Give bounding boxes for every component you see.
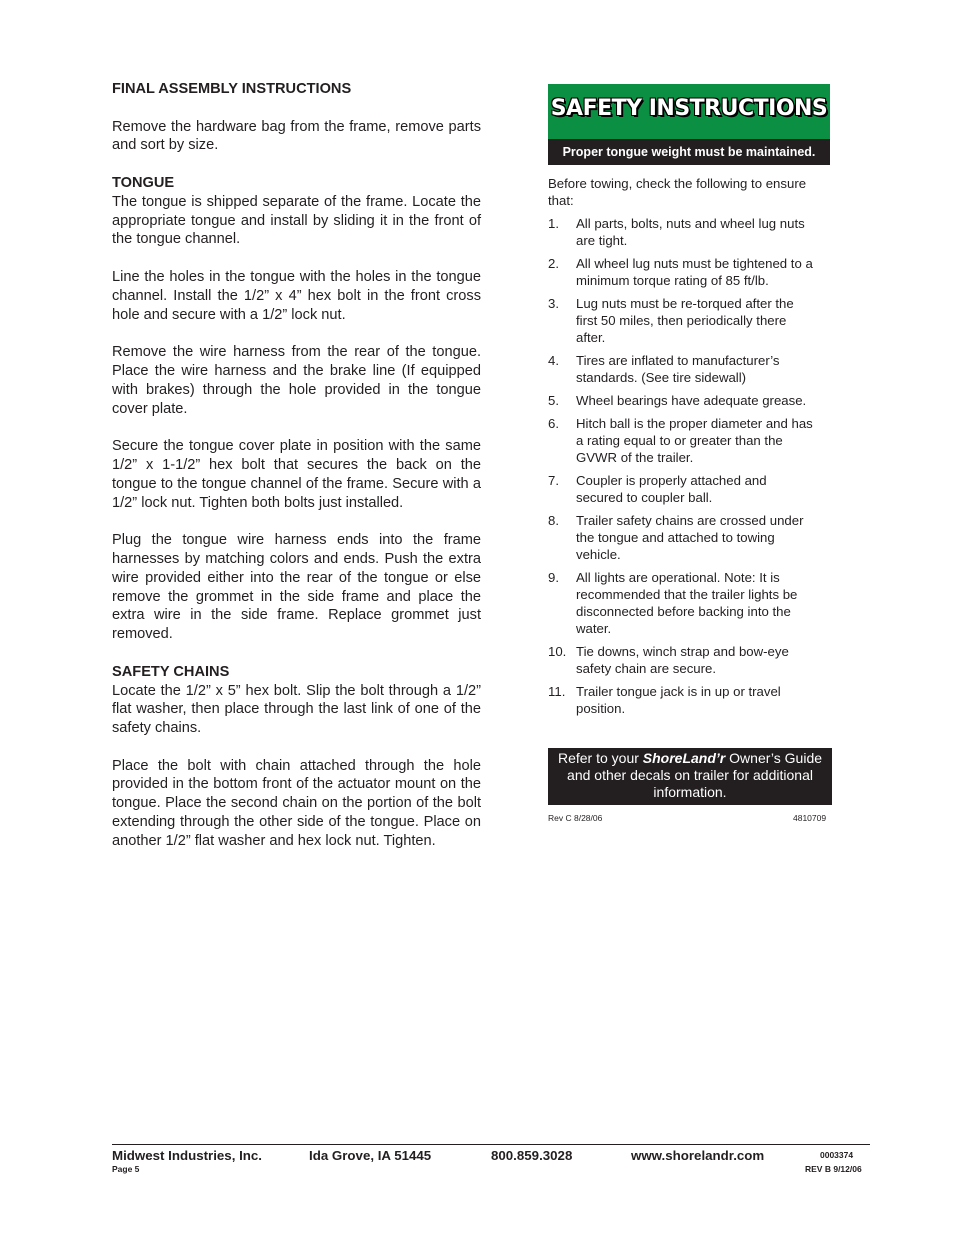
tongue-paragraph-2: Line the holes in the tongue with the holes in the tongue channel. Install the 1/2” x 4” hex bolt in the front cross hole and secure with a 1/2” lock nut. [112,268,481,323]
item-text: Trailer tongue jack is in up or travel position. [576,684,781,716]
item-number: 4. [548,353,559,368]
list-item [548,392,838,409]
footer-phone: 800.859.3028 [491,1148,573,1163]
item-text: Wheel bearings have adequate grease. [576,393,807,408]
item-text: Tie downs, winch strap and bow-eye safety chain are secure. [576,644,789,676]
item-number: 1. [548,216,559,231]
chains-paragraph-2: Place the bolt with chain attached through the hole provided in the bottom front of the actuator mount on the tongue. Place the second chain on the portion of the bolt extending through the other side of the tongue. Place on another 1/2” flat washer and hex lock nut. Tighten. [112,757,481,849]
decal-revision: Rev C 8/28/06 [548,813,603,823]
tongue-paragraph-1: The tongue is shipped separate of the frame. Locate the appropriate tongue and install by sliding it in the front of the tongue channel. [112,193,481,248]
tongue-paragraph-4: Secure the tongue cover plate in position with the same 1/2” x 1-1/2” hex bolt that secures the back on the tongue to the tongue channel of the frame. Secure with a 1/2” lock nut. Tighten both bolts just installed. [112,438,481,511]
item-text: Coupler is properly attached and secured to coupler ball. [576,473,767,505]
tongue-paragraph-3: Remove the wire harness from the rear of the tongue. Place the wire harness and the brake line (If equipped with brakes) through the hole provided in the tongue cover plate. [112,344,481,417]
safety-checklist [548,215,838,723]
checklist-intro: Before towing, check the following to ensure that: [548,176,807,208]
footer-website: www.shorelandr.com [631,1148,765,1163]
item-number: 8. [548,513,559,528]
brand-name: ShoreLand’r [642,750,726,766]
safety-subtitle: Proper tongue weight must be maintained. [548,139,830,165]
list-item [548,472,838,506]
intro-paragraph: Remove the hardware bag from the frame, remove parts and sort by size. [112,118,481,154]
item-text: Lug nuts must be re-torqued after the first 50 miles, then periodically there after. [576,296,794,345]
item-number: 11. [548,684,566,699]
safety-header [548,84,830,139]
tongue-paragraph-5: Plug the tongue wire harness ends into the frame harnesses by matching colors and ends. Push the extra wire provided either into the rear of the tongue or else remove the grommet in the side frame and place the extra wire in the side frame. Replace grommet just removed. [112,532,481,643]
list-item [548,643,838,677]
footer-page-number: Page 5 [112,1164,140,1174]
final-assembly-heading: FINAL ASSEMBLY INSTRUCTIONS [112,81,352,97]
refer-text-end: Owner’s Guide and other decals on trailer for additional information. [567,750,823,800]
footer-city: Ida Grove, IA 51445 [309,1148,432,1163]
item-number: 2. [548,256,559,271]
list-item [548,352,838,386]
list-item [548,683,838,717]
list-item [548,415,838,466]
footer-revision: REV B 9/12/06 [805,1164,862,1174]
footer-divider [112,1144,870,1145]
item-text: All parts, bolts, nuts and wheel lug nuts are tight. [576,216,805,248]
list-item [548,512,838,563]
item-text: All wheel lug nuts must be tightened to a minimum torque rating of 85 ft/lb. [576,256,813,288]
item-number: 9. [548,570,559,585]
item-number: 3. [548,296,559,311]
item-text: Trailer safety chains are crossed under the tongue and attached to towing vehicle. [576,513,804,562]
chains-paragraph-1: Locate the 1/2” x 5” hex bolt. Slip the bolt through a 1/2” flat washer, then place through the last link of one of the safety chains. [112,682,481,737]
list-item [548,569,838,637]
safety-chains-heading: SAFETY CHAINS [112,663,230,680]
tongue-heading: TONGUE [112,174,175,191]
item-number: 5. [548,393,559,408]
footer-doc-number: 0003374 [820,1150,854,1160]
refer-text-start: Refer to your [557,750,643,766]
item-number: 7. [548,473,559,488]
list-item [548,215,838,249]
item-number: 10. [548,644,567,659]
list-item [548,295,838,346]
list-item [548,255,838,289]
item-number: 6. [548,416,559,431]
assembly-instructions [112,80,481,869]
item-text: Hitch ball is the proper diameter and has a rating equal to or greater than the GVWR of the trailer. [576,416,813,465]
owners-guide-notice [548,748,832,805]
footer-company: Midwest Industries, Inc. [112,1148,262,1163]
item-text: Tires are inflated to manufacturer’s standards. (See tire sidewall) [576,353,780,385]
safety-instructions-decal [548,84,830,165]
decal-part-number: 4810709 [793,813,827,823]
safety-title: SAFETY INSTRUCTIONS [550,96,828,121]
item-text: All lights are operational. Note: It is recommended that the trailer lights be disconnected before backing into the water. [576,570,798,636]
